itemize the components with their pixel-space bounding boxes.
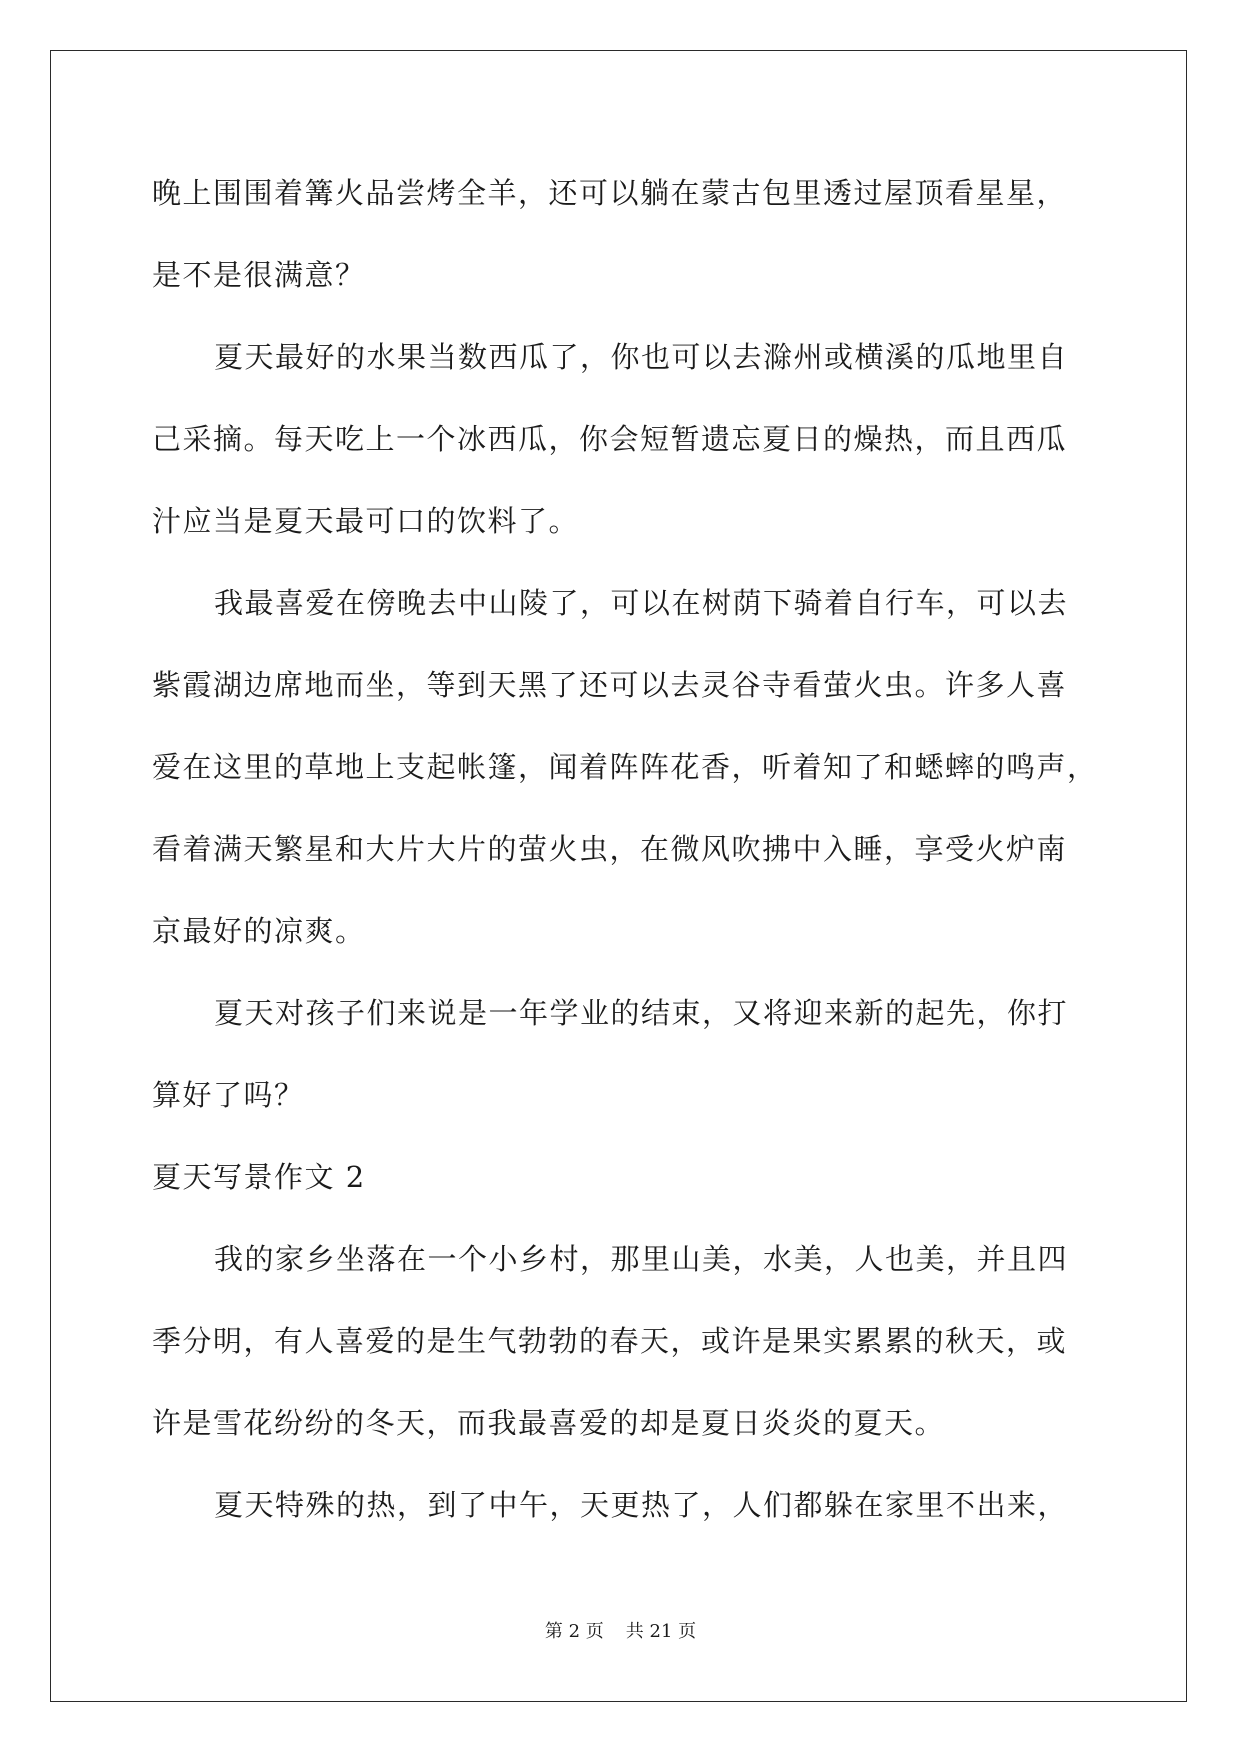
text-line: 己采摘。每天吃上一个冰西瓜，你会短暂遗忘夏日的燥热，而且西瓜 [152, 422, 1068, 456]
text-line: 我最喜爱在傍晚去中山陵了，可以在树荫下骑着自行车，可以去 [214, 586, 1069, 620]
text-line: 算好了吗？ [152, 1078, 305, 1112]
page-total: 共 21 页 [625, 1621, 697, 1642]
document-body [152, 152, 1098, 1546]
page-footer [0, 1617, 1241, 1643]
text-line: 夏天对孩子们来说是一年学业的结束，又将迎来新的起先，你打 [214, 996, 1069, 1030]
text-line: 夏天特殊的热，到了中午，天更热了，人们都躲在家里不出来， [214, 1488, 1069, 1522]
text-line: 是不是很满意？ [152, 258, 366, 292]
text-line: 夏天写景作文 2 [152, 1160, 366, 1194]
text-line: 季分明，有人喜爱的是生气勃勃的春天，或许是果实累累的秋天，或 [152, 1324, 1068, 1358]
text-line: 紫霞湖边席地而坐，等到天黑了还可以去灵谷寺看萤火虫。许多人喜 [152, 668, 1068, 702]
text-line: 看着满天繁星和大片大片的萤火虫，在微风吹拂中入睡，享受火炉南 [152, 832, 1068, 866]
text-line: 晚上围围着篝火品尝烤全羊，还可以躺在蒙古包里透过屋顶看星星， [152, 176, 1068, 210]
text-line: 爱在这里的草地上支起帐篷，闻着阵阵花香，听着知了和蟋蟀的鸣声， [152, 750, 1098, 784]
text-line: 夏天最好的水果当数西瓜了，你也可以去滁州或横溪的瓜地里自 [214, 340, 1069, 374]
text-line: 许是雪花纷纷的冬天，而我最喜爱的却是夏日炎炎的夏天。 [152, 1406, 946, 1440]
page-number: 第 2 页 [544, 1621, 604, 1642]
text-line: 京最好的凉爽。 [152, 914, 366, 948]
text-line: 汁应当是夏天最可口的饮料了。 [152, 504, 580, 538]
text-line: 我的家乡坐落在一个小乡村，那里山美，水美，人也美，并且四 [214, 1242, 1069, 1276]
